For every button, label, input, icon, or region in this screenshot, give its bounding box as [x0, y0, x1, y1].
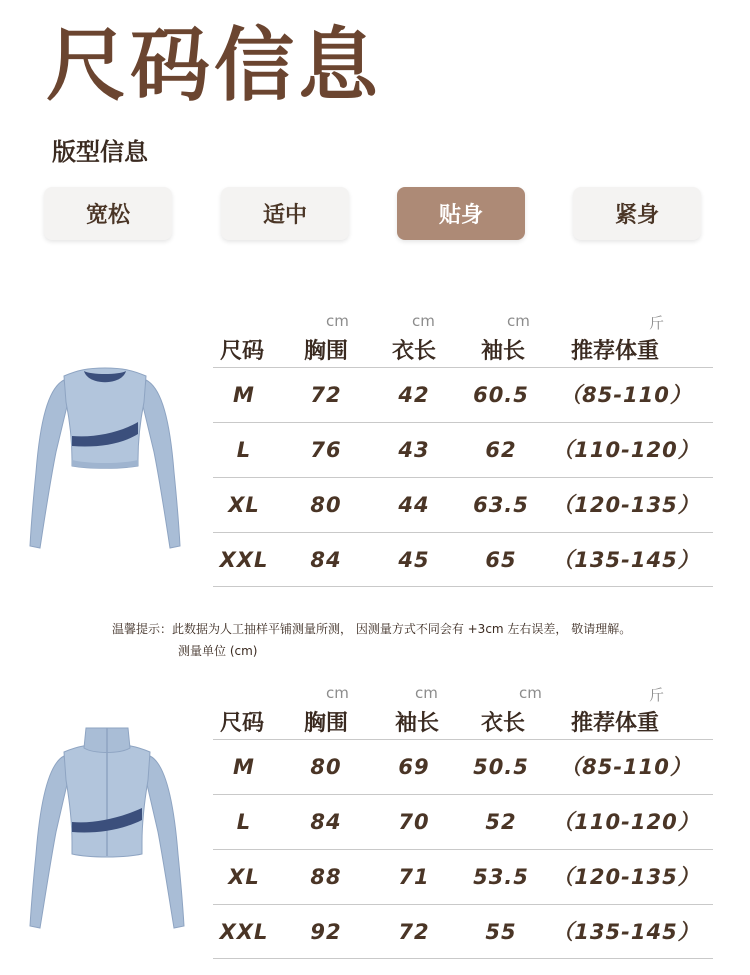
cell-weight: （120-135）	[552, 493, 700, 517]
cell-sleeve: 69	[398, 755, 430, 779]
zip-jacket-icon	[24, 724, 190, 930]
cell-weight: （85-110）	[560, 383, 692, 407]
unit-chest: cm	[326, 684, 349, 702]
table-row	[213, 477, 713, 532]
cell-chest: 84	[310, 548, 342, 572]
cell-weight: （110-120）	[552, 438, 700, 462]
cell-weight: （110-120）	[552, 810, 700, 834]
fit-option-loose[interactable]: 宽松	[44, 187, 172, 240]
cell-chest: 88	[310, 865, 342, 889]
cell-size: XL	[228, 493, 260, 517]
cell-weight: （135-145）	[552, 548, 700, 572]
unit-length: cm	[412, 312, 435, 330]
cell-size: L	[236, 438, 252, 462]
cell-weight: （135-145）	[552, 920, 700, 944]
measurement-note: 温馨提示：此数据为人工抽样平铺测量所测， 因测量方式不同会有 +3cm 左右误差， 敬请理解。	[112, 622, 632, 636]
size-table-top	[213, 312, 713, 587]
table-row	[213, 794, 713, 849]
unit-sleeve: cm	[507, 312, 530, 330]
cell-sleeve: 71	[398, 865, 430, 889]
header-chest: 胸围	[304, 339, 349, 364]
cell-chest: 80	[310, 493, 342, 517]
table-row	[213, 849, 713, 904]
cell-chest: 92	[310, 920, 342, 944]
cell-length: 55	[485, 920, 517, 944]
header-length: 衣长	[481, 711, 526, 736]
cell-size: XL	[228, 865, 260, 889]
header-length: 衣长	[392, 339, 437, 364]
cell-size: M	[233, 755, 255, 779]
table-row	[213, 367, 713, 422]
cell-length: 50.5	[473, 755, 529, 779]
header-size: 尺码	[220, 339, 265, 364]
cell-sleeve: 70	[398, 810, 430, 834]
cell-chest: 84	[310, 810, 342, 834]
cell-size: XXL	[219, 920, 269, 944]
measurement-unit-note: 测量单位 (cm)	[178, 644, 258, 658]
unit-chest: cm	[326, 312, 349, 330]
cell-length: 45	[398, 548, 430, 572]
size-table-bottom	[213, 684, 713, 959]
header-chest: 胸围	[304, 711, 349, 736]
cell-size: XXL	[219, 548, 269, 572]
fit-section-label: 版型信息	[52, 138, 148, 166]
unit-row	[213, 684, 713, 702]
unit-row	[213, 312, 713, 330]
table-header	[213, 706, 713, 736]
table-row	[213, 904, 713, 959]
unit-sleeve: cm	[415, 684, 438, 702]
fit-option-tight[interactable]: 紧身	[573, 187, 701, 240]
header-sleeve: 袖长	[481, 339, 526, 364]
cell-sleeve: 60.5	[473, 383, 529, 407]
header-weight: 推荐体重	[571, 339, 660, 364]
fit-option-regular[interactable]: 适中	[221, 187, 349, 240]
table-row	[213, 532, 713, 587]
table-header	[213, 334, 713, 364]
table-row	[213, 739, 713, 794]
fit-option-fitted[interactable]: 贴身	[397, 187, 525, 240]
cell-length: 43	[398, 438, 430, 462]
cell-weight: （85-110）	[560, 755, 692, 779]
cell-chest: 80	[310, 755, 342, 779]
header-size: 尺码	[220, 711, 265, 736]
header-weight: 推荐体重	[571, 711, 660, 736]
cell-sleeve: 62	[485, 438, 517, 462]
cell-sleeve: 65	[485, 548, 517, 572]
unit-weight: 斤	[649, 314, 665, 332]
unit-weight: 斤	[649, 686, 665, 704]
cell-weight: （120-135）	[552, 865, 700, 889]
cell-chest: 72	[310, 383, 342, 407]
cell-length: 52	[485, 810, 517, 834]
unit-length: cm	[519, 684, 542, 702]
cell-size: L	[236, 810, 252, 834]
crop-top-icon	[26, 362, 184, 550]
header-sleeve: 袖长	[395, 711, 440, 736]
cell-chest: 76	[310, 438, 342, 462]
cell-length: 42	[398, 383, 430, 407]
cell-size: M	[233, 383, 255, 407]
cell-sleeve: 63.5	[473, 493, 529, 517]
cell-length: 44	[398, 493, 430, 517]
page-title: 尺码信息	[46, 19, 382, 112]
cell-sleeve: 72	[398, 920, 430, 944]
cell-length: 53.5	[473, 865, 529, 889]
table-row	[213, 422, 713, 477]
